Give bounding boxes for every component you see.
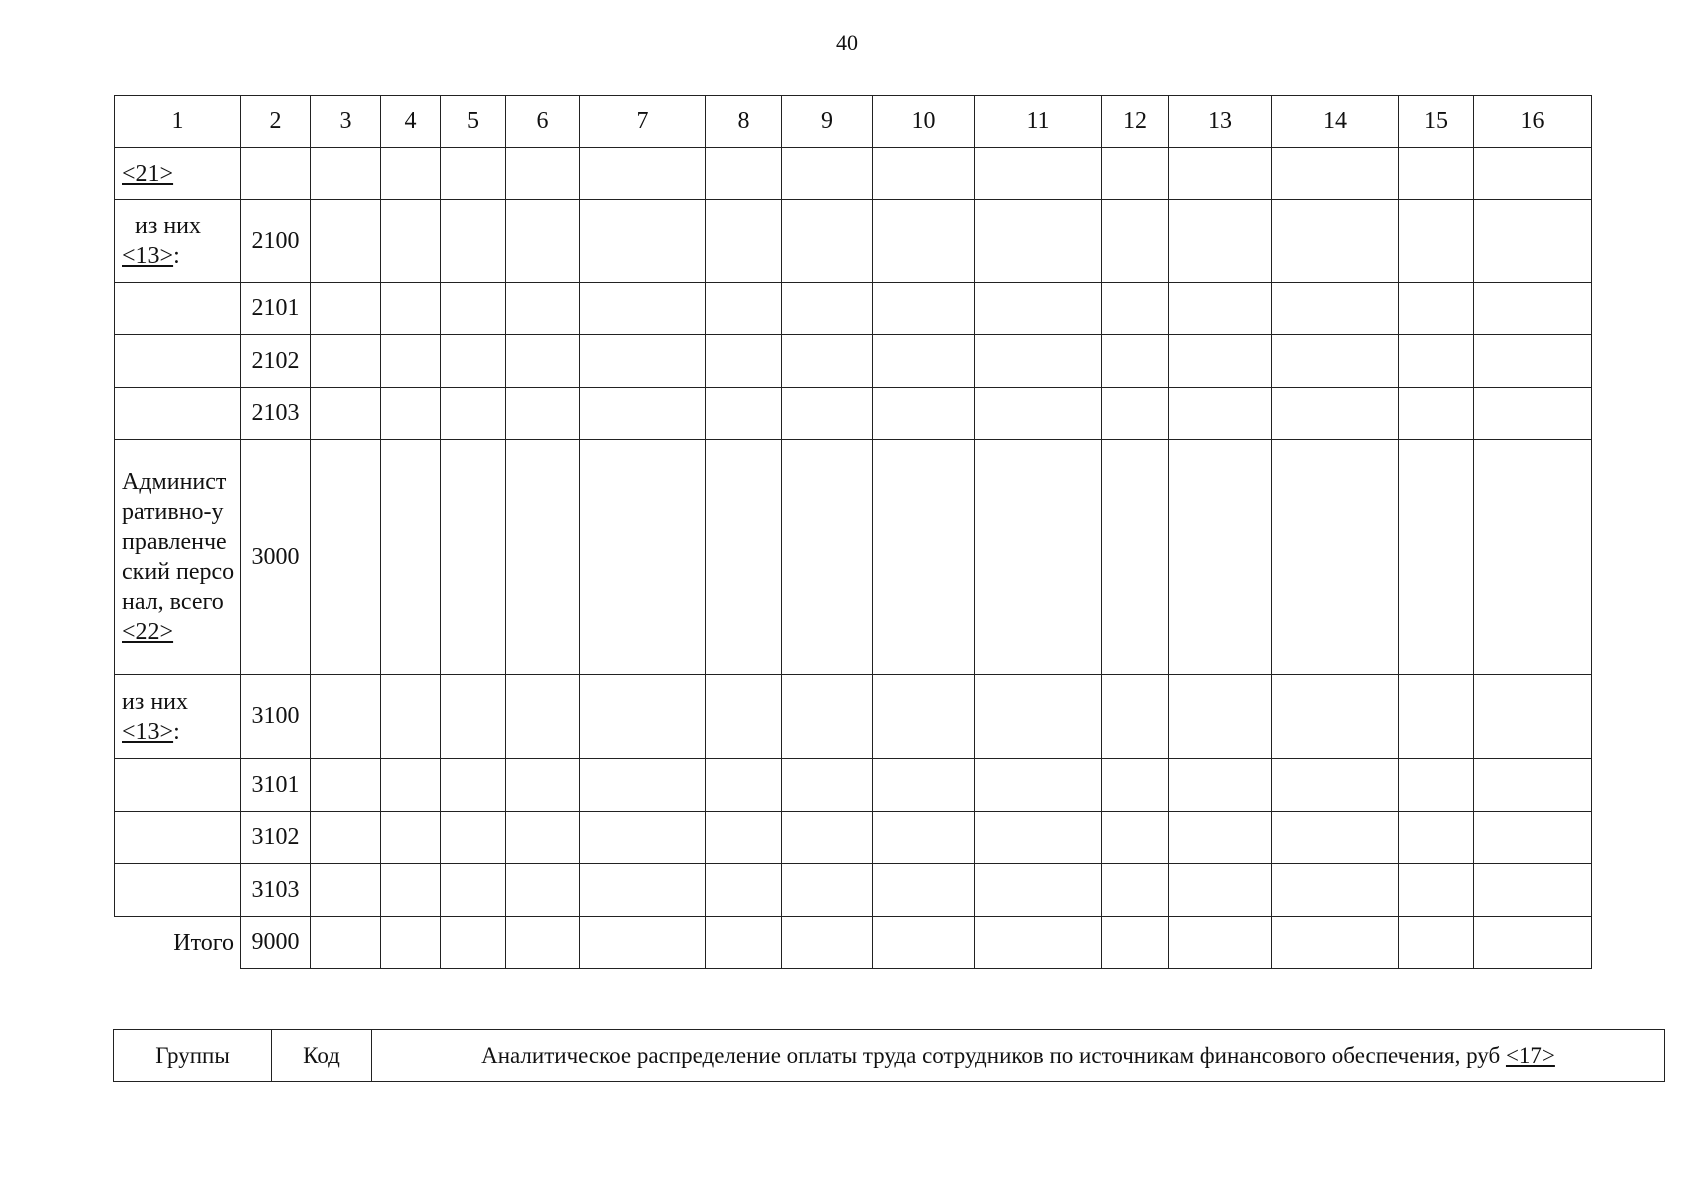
- table-cell[interactable]: [1399, 675, 1474, 759]
- table-cell[interactable]: [782, 283, 873, 335]
- table-cell[interactable]: [782, 440, 873, 675]
- code-header: Код: [272, 1030, 372, 1082]
- table-cell[interactable]: [1474, 283, 1592, 335]
- table-cell[interactable]: [1272, 335, 1399, 388]
- table-row: [115, 200, 1592, 283]
- table-cell[interactable]: [311, 335, 381, 388]
- table-cell[interactable]: [706, 200, 782, 283]
- table-cell[interactable]: [1399, 917, 1474, 969]
- row-label: [115, 440, 241, 675]
- row-code: 2101: [241, 283, 311, 335]
- column-header: 4: [381, 96, 441, 148]
- total-label: Итого: [115, 917, 241, 969]
- distribution-header-text: Аналитическое распределение оплаты труда сотрудников по источникам финансового обеспечения, руб: [481, 1042, 1501, 1068]
- table-cell[interactable]: [441, 812, 506, 864]
- table-cell[interactable]: [873, 440, 975, 675]
- footnote-ref: <13>: [122, 718, 174, 745]
- table-cell[interactable]: [873, 148, 975, 200]
- table-cell[interactable]: [441, 335, 506, 388]
- table-cell[interactable]: [506, 675, 580, 759]
- table-cell[interactable]: [1102, 200, 1169, 283]
- table-cell[interactable]: [580, 812, 706, 864]
- table-cell[interactable]: [706, 675, 782, 759]
- table-cell[interactable]: [782, 917, 873, 969]
- column-number-row: [115, 96, 1592, 148]
- table-cell[interactable]: [381, 335, 441, 388]
- table-cell[interactable]: [1272, 200, 1399, 283]
- table-cell[interactable]: [1169, 864, 1272, 917]
- table-cell[interactable]: [1272, 283, 1399, 335]
- table-row: [115, 440, 1592, 675]
- table-cell[interactable]: [1399, 335, 1474, 388]
- table-cell[interactable]: [975, 283, 1102, 335]
- column-header: 13: [1169, 96, 1272, 148]
- table-cell[interactable]: [381, 759, 441, 812]
- table-cell[interactable]: [706, 440, 782, 675]
- table-cell[interactable]: [706, 335, 782, 388]
- staffing-table: [114, 95, 1592, 969]
- table-cell[interactable]: [381, 388, 441, 440]
- table-cell[interactable]: [381, 148, 441, 200]
- table-cell[interactable]: [1102, 812, 1169, 864]
- row-code: 3102: [241, 812, 311, 864]
- table-row: [115, 283, 1592, 335]
- table-cell[interactable]: [1399, 864, 1474, 917]
- table-cell[interactable]: [873, 335, 975, 388]
- table-cell[interactable]: [1399, 440, 1474, 675]
- table-cell[interactable]: [975, 812, 1102, 864]
- row-code: 3000: [241, 440, 311, 675]
- table-cell[interactable]: [975, 675, 1102, 759]
- table-cell[interactable]: [782, 675, 873, 759]
- table-cell[interactable]: [782, 200, 873, 283]
- table-cell[interactable]: [580, 917, 706, 969]
- column-header: 2: [241, 96, 311, 148]
- table-cell[interactable]: [580, 675, 706, 759]
- table-cell[interactable]: [1102, 440, 1169, 675]
- table-cell[interactable]: [1169, 917, 1272, 969]
- column-header: 7: [580, 96, 706, 148]
- row-label: [115, 283, 241, 335]
- table-cell[interactable]: [1399, 759, 1474, 812]
- column-header: 3: [311, 96, 381, 148]
- table-cell[interactable]: [311, 148, 381, 200]
- table-cell[interactable]: [580, 759, 706, 812]
- table-cell[interactable]: [311, 917, 381, 969]
- table-cell[interactable]: [311, 440, 381, 675]
- table-cell[interactable]: [580, 148, 706, 200]
- table-cell[interactable]: [1474, 864, 1592, 917]
- row-code: 2102: [241, 335, 311, 388]
- table-cell[interactable]: [311, 675, 381, 759]
- table-cell[interactable]: [381, 283, 441, 335]
- distribution-header: [372, 1030, 1665, 1082]
- row-code: 3103: [241, 864, 311, 917]
- row-code: 3101: [241, 759, 311, 812]
- table-row: [115, 388, 1592, 440]
- table-cell[interactable]: [706, 759, 782, 812]
- table-row: [115, 812, 1592, 864]
- table-cell[interactable]: [381, 675, 441, 759]
- table-cell[interactable]: [1474, 675, 1592, 759]
- table-cell[interactable]: [1102, 864, 1169, 917]
- table-cell[interactable]: [506, 335, 580, 388]
- table-cell[interactable]: [580, 440, 706, 675]
- label-suffix: :: [173, 718, 180, 745]
- footnote-ref: <13>: [122, 243, 174, 269]
- table-cell[interactable]: [782, 335, 873, 388]
- table-cell[interactable]: [506, 440, 580, 675]
- total-row: [115, 917, 1592, 969]
- table-cell[interactable]: [1474, 812, 1592, 864]
- table-cell[interactable]: [1169, 283, 1272, 335]
- table-cell[interactable]: [506, 759, 580, 812]
- table-row: [115, 864, 1592, 917]
- table-cell[interactable]: [975, 388, 1102, 440]
- row-label: [115, 864, 241, 917]
- table-cell[interactable]: [381, 917, 441, 969]
- table-cell[interactable]: [311, 759, 381, 812]
- table-cell[interactable]: [1169, 440, 1272, 675]
- table-cell[interactable]: [1169, 675, 1272, 759]
- column-header: 15: [1399, 96, 1474, 148]
- table-cell[interactable]: [706, 388, 782, 440]
- table-cell[interactable]: [1272, 148, 1399, 200]
- table-cell[interactable]: [1272, 917, 1399, 969]
- table-cell[interactable]: [1474, 388, 1592, 440]
- table-cell[interactable]: [1169, 812, 1272, 864]
- table-cell[interactable]: [975, 917, 1102, 969]
- table-row: [115, 759, 1592, 812]
- column-header: 12: [1102, 96, 1169, 148]
- table-cell[interactable]: [1102, 759, 1169, 812]
- table-cell[interactable]: [441, 200, 506, 283]
- table-cell[interactable]: [1399, 812, 1474, 864]
- column-header: 11: [975, 96, 1102, 148]
- row-label: [115, 759, 241, 812]
- table-cell[interactable]: [1272, 388, 1399, 440]
- table-cell[interactable]: [1102, 283, 1169, 335]
- table-cell[interactable]: [506, 200, 580, 283]
- table-cell[interactable]: [441, 675, 506, 759]
- table-cell[interactable]: [1169, 759, 1272, 812]
- table-cell[interactable]: [873, 812, 975, 864]
- row-label-text: из них: [122, 688, 189, 715]
- column-header: 10: [873, 96, 975, 148]
- row-label-text: из них: [135, 213, 202, 239]
- table-cell[interactable]: [381, 200, 441, 283]
- label-suffix: :: [173, 243, 180, 269]
- table-cell[interactable]: [782, 759, 873, 812]
- table-row: [115, 335, 1592, 388]
- table-cell[interactable]: [1272, 812, 1399, 864]
- table-cell[interactable]: [782, 388, 873, 440]
- table-cell[interactable]: [706, 864, 782, 917]
- table-cell[interactable]: [506, 812, 580, 864]
- table-cell[interactable]: [975, 200, 1102, 283]
- table-cell[interactable]: [580, 335, 706, 388]
- table-cell[interactable]: [873, 864, 975, 917]
- table-cell[interactable]: [441, 917, 506, 969]
- row-label: [115, 812, 241, 864]
- table-cell[interactable]: [1102, 335, 1169, 388]
- table-cell[interactable]: [1272, 675, 1399, 759]
- table-cell[interactable]: [381, 440, 441, 675]
- table-row: [114, 1030, 1665, 1082]
- table-cell[interactable]: [873, 283, 975, 335]
- table-cell[interactable]: [441, 388, 506, 440]
- row-label: [115, 675, 241, 759]
- groups-header: Группы: [114, 1030, 272, 1082]
- column-header: 6: [506, 96, 580, 148]
- row-code: [241, 148, 311, 200]
- column-header: 5: [441, 96, 506, 148]
- table-cell[interactable]: [1272, 440, 1399, 675]
- table-cell[interactable]: [1102, 148, 1169, 200]
- table-cell[interactable]: [1474, 759, 1592, 812]
- table-cell[interactable]: [311, 864, 381, 917]
- row-code: 2100: [241, 200, 311, 283]
- column-header: 1: [115, 96, 241, 148]
- table-cell[interactable]: [1399, 388, 1474, 440]
- table-cell[interactable]: [782, 864, 873, 917]
- table-cell[interactable]: [975, 335, 1102, 388]
- row-label: [115, 388, 241, 440]
- table-cell[interactable]: [1399, 283, 1474, 335]
- table-cell[interactable]: [441, 148, 506, 200]
- table-cell[interactable]: [1399, 148, 1474, 200]
- column-header: 9: [782, 96, 873, 148]
- table-cell[interactable]: [975, 440, 1102, 675]
- table-cell[interactable]: [1474, 335, 1592, 388]
- table-cell[interactable]: [1102, 675, 1169, 759]
- table-cell[interactable]: [1474, 148, 1592, 200]
- row-label: [115, 148, 241, 200]
- table-cell[interactable]: [506, 864, 580, 917]
- page-number: 40: [836, 30, 858, 55]
- table-cell[interactable]: [580, 283, 706, 335]
- table-cell[interactable]: [311, 812, 381, 864]
- row-label-text: Административно-управленческий персонал, всего: [122, 469, 235, 615]
- table-cell[interactable]: [706, 917, 782, 969]
- table-cell[interactable]: [975, 148, 1102, 200]
- table-cell[interactable]: [381, 864, 441, 917]
- table-cell[interactable]: [580, 200, 706, 283]
- table-cell[interactable]: [1474, 440, 1592, 675]
- table-cell[interactable]: [506, 283, 580, 335]
- table-cell[interactable]: [381, 812, 441, 864]
- table-cell[interactable]: [441, 759, 506, 812]
- table-cell[interactable]: [1272, 864, 1399, 917]
- table-cell[interactable]: [1169, 148, 1272, 200]
- table-row: [115, 148, 1592, 200]
- table-cell[interactable]: [1102, 388, 1169, 440]
- table-cell[interactable]: [441, 283, 506, 335]
- column-header: 8: [706, 96, 782, 148]
- footnote-ref: <22>: [122, 619, 174, 645]
- table-cell[interactable]: [1474, 200, 1592, 283]
- row-code: 9000: [241, 917, 311, 969]
- footnote-ref: <21>: [122, 160, 174, 187]
- table-cell[interactable]: [441, 440, 506, 675]
- column-header: 16: [1474, 96, 1592, 148]
- table-cell[interactable]: [1399, 200, 1474, 283]
- table-row: [115, 675, 1592, 759]
- table-cell[interactable]: [580, 864, 706, 917]
- table-cell[interactable]: [873, 200, 975, 283]
- table-cell[interactable]: [975, 864, 1102, 917]
- table-cell[interactable]: [706, 283, 782, 335]
- table-cell[interactable]: [873, 759, 975, 812]
- table-cell[interactable]: [1169, 200, 1272, 283]
- footnote-ref: <17>: [1505, 1042, 1555, 1068]
- table-cell[interactable]: [441, 864, 506, 917]
- table-cell[interactable]: [1169, 388, 1272, 440]
- table-cell[interactable]: [1102, 917, 1169, 969]
- table-cell[interactable]: [506, 388, 580, 440]
- column-header: 14: [1272, 96, 1399, 148]
- table-cell[interactable]: [1474, 917, 1592, 969]
- table-cell[interactable]: [782, 812, 873, 864]
- table-cell[interactable]: [975, 759, 1102, 812]
- table-cell[interactable]: [782, 148, 873, 200]
- table-cell[interactable]: [873, 917, 975, 969]
- table-cell[interactable]: [1169, 335, 1272, 388]
- table-cell[interactable]: [506, 917, 580, 969]
- table-cell[interactable]: [311, 388, 381, 440]
- table-cell[interactable]: [311, 283, 381, 335]
- table-cell[interactable]: [706, 148, 782, 200]
- table-cell[interactable]: [706, 812, 782, 864]
- row-label: [115, 335, 241, 388]
- row-code: 3100: [241, 675, 311, 759]
- table-cell[interactable]: [873, 675, 975, 759]
- row-code: 2103: [241, 388, 311, 440]
- row-label: [115, 200, 241, 283]
- table-cell[interactable]: [873, 388, 975, 440]
- table-cell[interactable]: [506, 148, 580, 200]
- table-cell[interactable]: [1272, 759, 1399, 812]
- distribution-header-table: [113, 1029, 1665, 1082]
- table-cell[interactable]: [580, 388, 706, 440]
- table-cell[interactable]: [311, 200, 381, 283]
